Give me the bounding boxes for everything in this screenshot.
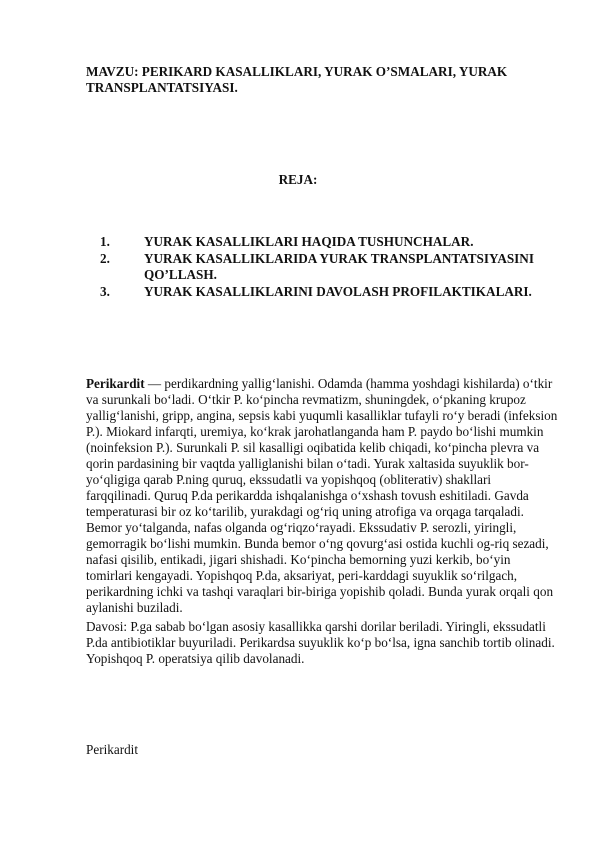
plan-item-text: YURAK KASALLIKLARI HAQIDA TUSHUNCHALAR. bbox=[144, 234, 474, 249]
document-title: MAVZU: PERIKARD KASALLIKLARI, YURAK O’SMALARI, YURAK TRANSPLANTATSIYASI. bbox=[86, 64, 508, 95]
section-label: Perikardit bbox=[86, 742, 139, 757]
plan-item-text: YURAK KASALLIKLARINI DAVOLASH PROFILAKTIKALARI. bbox=[144, 283, 532, 299]
term-perikardit: Perikardit bbox=[86, 376, 145, 391]
paragraph-perikardit-text: — perdikardning yallig‘lanishi. Odamda (hamma yoshdagi kishilarda) o‘tkir va surunkali bo‘ladi. O‘tkir P. ko‘pincha revmatizm, shuningdek, o‘pkaning krupoz yallig‘lanishi, gripp, angina, sepsis kabi yuqumli kasalliklar tufayli ro‘y beradi (infeksion P.). Miokard infarqti, uremiya, ko‘krak jarohatlanganda ham P. paydo bo‘lishi mumkin (noinfeksion P.). Surunkali P. sil kasalligi oqibatida kelib chiqadi, ko‘pincha plevra va qorin pardasining bir vaqtda yalliglanishi bilan o‘tadi. Yurak xaltasida suyuklik bor-yo‘qligiga qarab P.ning quruq, ekssudatli va yopishqoq (obliterativ) shakllari farqqilinadi. Quruq P.da perikardda ishqalanishga o‘xshash tovush eshitiladi. Gavda temperaturasi bir oz ko‘tarilib, yurakdagi og‘riq uning atrofiga va orqaga tarqaladi. Bemor yo‘talganda, nafas olganda og‘riqzo‘rayadi. Ekssudativ P. serozli, yiringli, gemorragik bo‘lishi mumkin. Bunda bemor o‘ng qovurg‘asi ostida kuchli og-riq sezadi, nafasi qisilib, entikadi, jigari shishadi. Ko‘pincha bemorning yuzi kerkib, bo‘yin tomirlari kengayadi. Yopishqoq P.da, aksariyat, peri-karddagi suyuklik so‘rilgach, perikardning ichki va tashqi varaqlari bir-biriga yopishib qoladi. Bunda yurak orqali qon aylanishi buziladi. bbox=[86, 376, 558, 615]
plan-item bbox=[100, 251, 540, 284]
plan-item-text: YURAK KASALLIKLARIDA YURAK TRANSPLANTATSIYASINI QO’LLASH. bbox=[144, 250, 534, 282]
plan-heading: REJA: bbox=[278, 172, 318, 187]
paragraph-treatment: Davosi: P.ga sabab bo‘lgan asosiy kasallikka qarshi dorilar beriladi. Yiringli, ekssudatli P.da antibiotiklar buyuriladi. Perikardsa suyuklik ko‘p bo‘lsa, igna sanchib tortib olinadi. Yopishqoq P. operatsiya qilib davolanadi. bbox=[86, 619, 555, 666]
plan-item-number: 1. bbox=[100, 234, 110, 249]
plan-item-number: 3. bbox=[100, 283, 110, 299]
paragraph-perikardit bbox=[86, 376, 558, 616]
plan-item bbox=[100, 284, 540, 301]
body-text bbox=[86, 376, 558, 670]
plan-item bbox=[100, 234, 540, 251]
plan-item-number: 2. bbox=[100, 250, 110, 266]
plan-list bbox=[100, 234, 540, 300]
